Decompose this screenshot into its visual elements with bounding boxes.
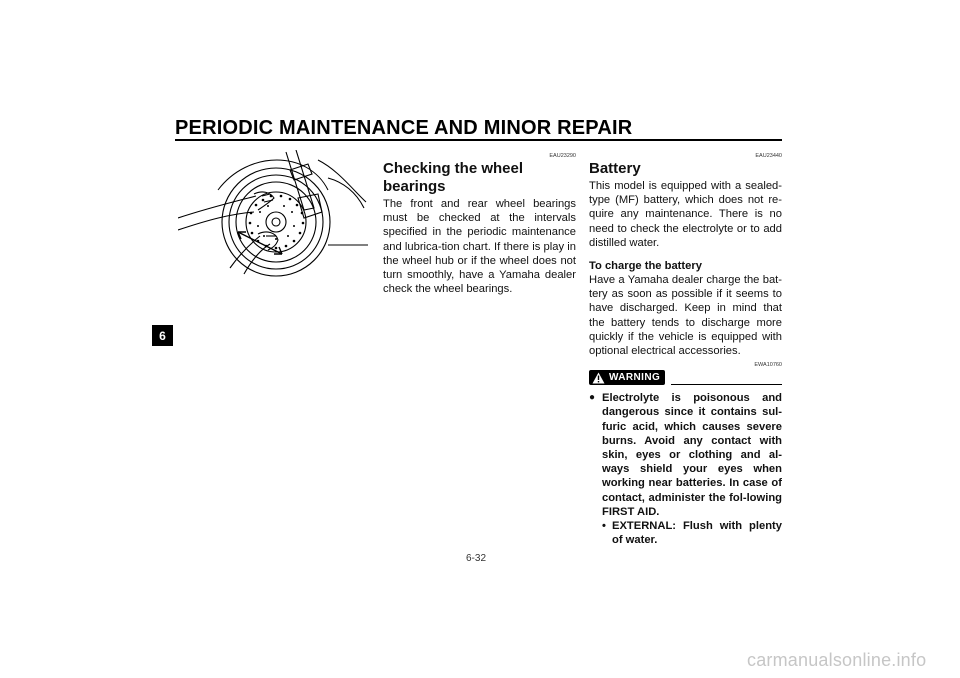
header-rule: [175, 139, 782, 141]
warning-label: WARNING: [609, 372, 661, 384]
page-number: 6-32: [466, 553, 487, 564]
wheel-bearing-check-illustration: [178, 150, 370, 278]
first-aid-text: EXTERNAL: Flush with plenty of water.: [612, 520, 782, 547]
sub-bullet-icon: •: [602, 520, 606, 533]
section-code: EAU23440: [755, 153, 782, 159]
warning-text: Electrolyte is poisonous and dangerous since it contains sul-furic acid, which causes severe burns. Avoid any contact with skin, eyes or clothing and al-ways shield your eyes when working near batteries. In case of contact, administer the fol-lowing FIRST AID.: [602, 392, 782, 518]
section-body: The front and rear wheel bearings must be checked at the intervals specified in the periodic maintenance and lubrica-tion chart. If there is play in the wheel hub or if the wheel does not turn smoothly, have a Yamaha dealer check the wheel bearings.: [383, 198, 576, 296]
section-title: Checking the wheel bearings: [383, 160, 524, 195]
bullet-icon: ●: [589, 392, 596, 404]
section-title: Battery: [589, 160, 641, 177]
battery-section: [589, 153, 782, 547]
section-code: EAU23290: [549, 153, 576, 159]
warning-triangle-icon: [592, 372, 605, 384]
list-item: [589, 391, 782, 547]
list-item: [602, 519, 782, 547]
watermark: carmanualsonline.info: [747, 650, 927, 670]
warning-code: EWA10760: [754, 362, 782, 369]
page-title: PERIODIC MAINTENANCE AND MINOR REPAIR: [175, 117, 633, 139]
warning-list: [589, 391, 782, 547]
charge-text: Have a Yamaha dealer charge the bat-tery as soon as possible if it seems to have discharged. Keep in mind that the battery tends to discharge more quickly if the vehicle is equipped with optional electrical accessories.: [589, 274, 782, 358]
warning-rule: [671, 384, 782, 385]
subheading: To charge the battery: [589, 260, 702, 273]
warning-header: [589, 370, 782, 385]
wheel-bearings-section: [383, 153, 576, 296]
section-body: This model is equipped with a sealed-type (MF) battery, which does not re-quire any maintenance. There is no need to check the electrolyte or to add distilled water.: [589, 180, 782, 249]
chapter-tab: 6: [152, 325, 173, 346]
warning-badge: [589, 370, 665, 385]
